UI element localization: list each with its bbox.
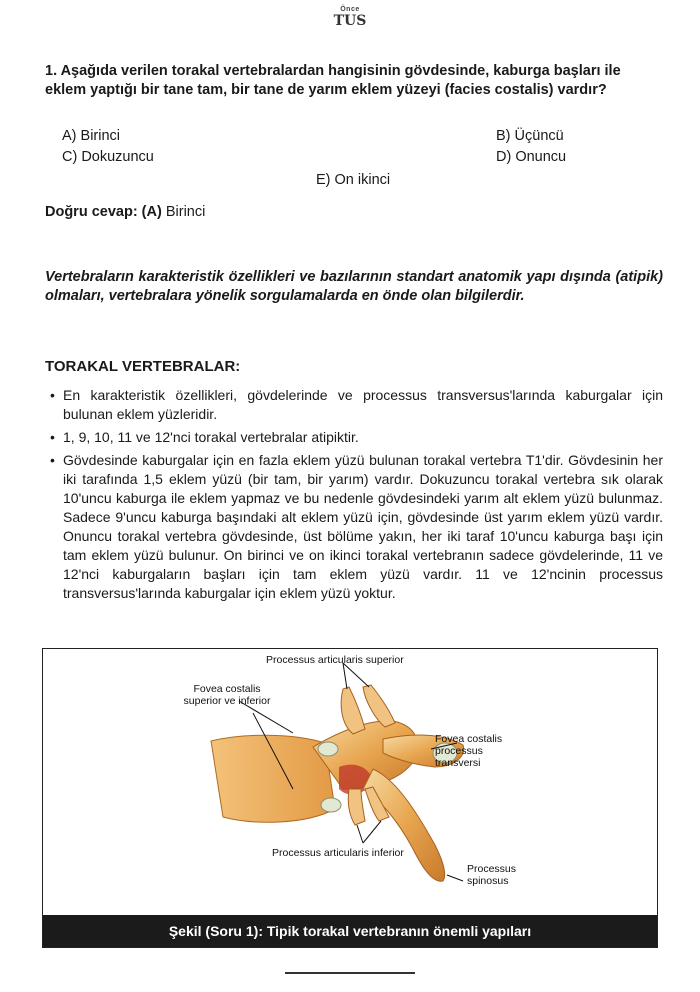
label-articularis-inferior: Processus articularis inferior [272,847,404,859]
label-fovea-transversi: Fovea costalis processus transversi [435,733,503,769]
option-a[interactable]: A) Birinci [62,128,121,144]
label-fovea-costalis: Fovea costalis superior ve inferior [183,683,271,707]
bullet-item: • 1, 9, 10, 11 ve 12'nci torakal vertebralar atipiktir. [45,428,663,447]
option-d[interactable]: D) Onuncu [496,149,567,165]
logo [332,6,368,28]
correct-answer-value: Birinci [161,204,206,220]
option-e[interactable]: E) On ikinci [316,172,391,188]
bullet-item: • En karakteristik özellikleri, gövdelerinde ve processus transversus'larında kaburgalar için bulunan eklem yüzleridir. [45,386,663,424]
label-articularis-superior: Processus articularis superior [266,654,404,666]
page-divider [285,972,415,974]
vertebra-illustration [43,649,656,915]
correct-answer-label: Doğru cevap: (A) [45,204,162,220]
option-b[interactable]: B) Üçüncü [496,128,564,144]
option-c[interactable]: C) Dokuzuncu [62,149,154,165]
figure-caption: Şekil (Soru 1): Tipik torakal vertebranın önemli yapıları [43,915,657,947]
logo-top-text: Önce [340,6,360,13]
vertebra-figure [42,648,658,948]
label-spinosus: Processus spinosus [467,863,517,887]
section-title: TORAKAL VERTEBRALAR: [45,358,241,375]
question-text: 1. Aşağıda verilen torakal vertebralardan hangisinin gövdesinde, kaburga başları ile eklem yaptığı bir tane tam, bir tane de yarım eklem yüzeyi (facies costalis) vardır? [45,63,621,98]
bullet-list [45,386,663,607]
bullet-item: • Gövdesinde kaburgalar için en fazla eklem yüzü bulunan torakal vertebra T1'dir. Gövdesinin her iki tarafında 1,5 eklem yüzü (bir tam, bir yarım) vardır. Dokuzuncu torakal vertebra sık olarak 10'uncu kaburga ile eklem yapmaz ve bu nedenle gövdesindeki yarım alt eklem yüzü bulunmaz. Sadece 9'uncu kaburga başındaki alt eklem yüzü için, gövdesinde üst yarım eklem yüzü vardır. Onuncu torakal vertebra gövdesinde, üst bölüme yakın, her iki taraf 10'uncu kaburga başı için tam eklem yüzü bulunur. On birinci ve on ikinci torakal vertebranın sadece gövdelerinde, 11 ve 12'nci kaburgaların başları için tam eklem yüzü vardır. 11 ve 12'ncinin processus transversus'larında kaburgalar için eklem yüzü yoktur. [45,451,663,603]
note-paragraph: Vertebraların karakteristik özellikleri ve bazılarının standart anatomik yapı dışında (atipik) olmaları, vertebralara yönelik sorgulamalarda en önde olan bilgilerdir. [45,269,663,304]
logo-main-text: TUS [333,13,367,29]
correct-answer [45,204,205,220]
